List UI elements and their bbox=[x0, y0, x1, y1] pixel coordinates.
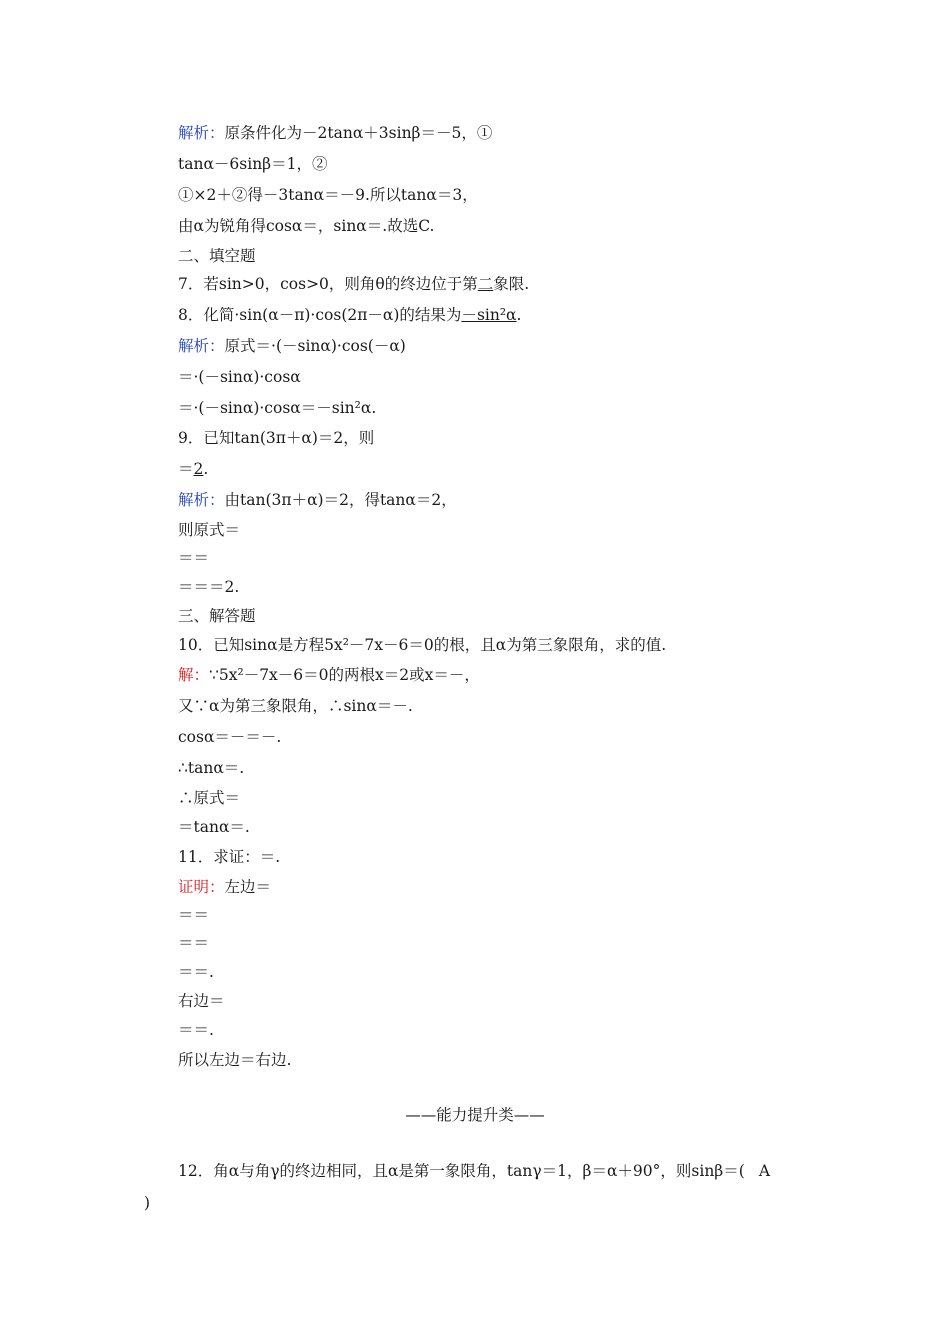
line-text: 由tan(3π＋α)＝2，得tanα＝2， bbox=[224, 491, 457, 509]
question-8 bbox=[178, 305, 521, 325]
line-12 bbox=[178, 490, 457, 510]
q8-answer: －sin²α bbox=[461, 306, 517, 324]
q8-text: 8．化简·sin(α－π)·cos(2π－α)的结果为 bbox=[178, 306, 462, 324]
q12-answer: A bbox=[758, 1162, 771, 1180]
line-20: cosα＝－＝－. bbox=[178, 728, 282, 746]
line-25 bbox=[178, 877, 271, 897]
q9-eq: ＝ bbox=[178, 460, 194, 478]
q12-text: 12．角α与角γ的终边相同，且α是第一象限角，tanγ＝1，β＝α＋90°，则sinβ＝( bbox=[178, 1162, 745, 1180]
line-1: tanα－6sinβ＝1，② bbox=[178, 155, 328, 173]
q7-answer: 二 bbox=[477, 275, 494, 293]
line-18 bbox=[178, 665, 480, 685]
q7-text: 7．若sin>0，cos>0，则角θ的终边位于第 bbox=[178, 275, 478, 293]
line-29: 右边＝ bbox=[178, 992, 225, 1010]
solution-label: 解： bbox=[178, 666, 210, 684]
question-9: 9．已知tan(3π＋α)＝2，则 bbox=[178, 429, 375, 447]
line-30: ＝＝. bbox=[178, 1021, 214, 1039]
question-7 bbox=[178, 274, 529, 294]
line-7 bbox=[178, 336, 406, 356]
question-11: 11．求证：＝. bbox=[178, 848, 281, 866]
section-title: ——能力提升类—— bbox=[405, 1106, 545, 1124]
q9-after: . bbox=[203, 460, 209, 478]
line-19: 又∵α为第三象限角，∴sinα＝－. bbox=[178, 697, 413, 715]
analysis-label: 解析： bbox=[178, 491, 225, 509]
line-22: ∴原式＝ bbox=[178, 789, 241, 807]
line-text: ∵5x²－7x－6＝0的两根x＝2或x＝－， bbox=[209, 666, 480, 684]
line-0 bbox=[178, 123, 492, 143]
line-2: ①×2＋②得－3tanα＝－9.所以tanα＝3， bbox=[178, 186, 478, 204]
line-3: 由α为锐角得cosα＝，sinα＝.故选C. bbox=[178, 217, 435, 235]
question-10: 10．已知sinα是方程5x²－7x－6＝0的根，且α为第三象限角，求的值. bbox=[178, 636, 667, 654]
line-28: ＝＝. bbox=[178, 963, 214, 981]
analysis-label: 解析： bbox=[178, 337, 225, 355]
line-13: 则原式＝ bbox=[178, 521, 241, 539]
q9-answer: 2 bbox=[193, 460, 204, 478]
analysis-label: 解析： bbox=[178, 124, 225, 142]
line-23: ＝tanα＝. bbox=[178, 818, 250, 836]
line-26: ＝＝ bbox=[178, 906, 210, 924]
line-text: 原式＝·(－sinα)·cos(－α) bbox=[224, 337, 406, 355]
heading-answer: 三、解答题 bbox=[178, 607, 256, 625]
heading-fill-blank: 二、填空题 bbox=[178, 247, 256, 265]
line-27: ＝＝ bbox=[178, 934, 210, 952]
line-15: ＝＝＝2. bbox=[178, 578, 240, 596]
line-21: ∴tanα＝. bbox=[178, 759, 245, 777]
line-14: ＝＝ bbox=[178, 549, 210, 567]
question-12 bbox=[178, 1161, 808, 1181]
q9-answer-line bbox=[178, 459, 208, 479]
line-8: ＝·(－sinα)·cosα bbox=[178, 368, 301, 386]
line-31: 所以左边＝右边. bbox=[178, 1051, 292, 1069]
proof-label: 证明： bbox=[178, 878, 225, 896]
line-text: 原条件化为－2tanα＋3sinβ＝－5，① bbox=[224, 124, 493, 142]
q8-after: . bbox=[516, 306, 522, 324]
q12-close: ) bbox=[144, 1194, 151, 1212]
line-text: 左边＝ bbox=[224, 878, 272, 896]
line-9: ＝·(－sinα)·cosα＝－sin²α. bbox=[178, 399, 377, 417]
q7-after: 象限. bbox=[493, 275, 530, 293]
